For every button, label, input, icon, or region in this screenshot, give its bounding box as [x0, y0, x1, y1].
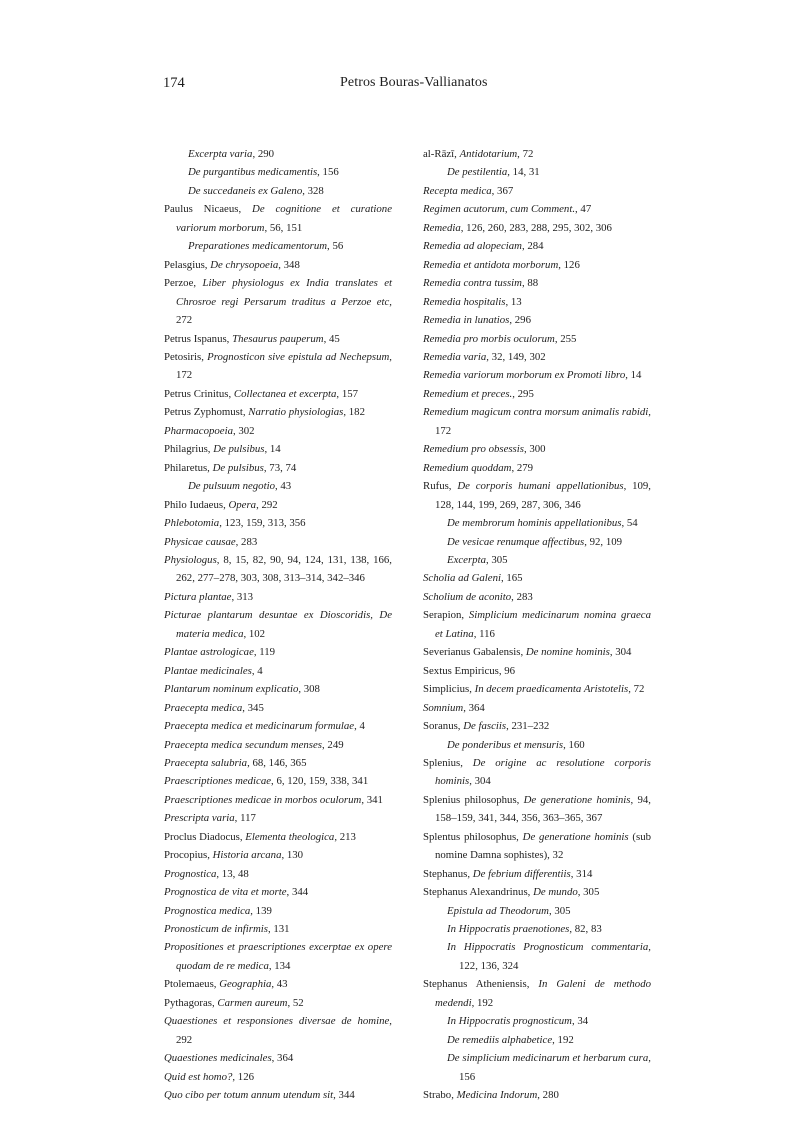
- entry-text: , 134: [268, 959, 291, 972]
- entry-text: Sextus Empiricus, 96: [423, 664, 516, 677]
- index-entry: [423, 699, 651, 717]
- index-entry: [423, 828, 651, 865]
- index-entry: [164, 920, 392, 938]
- entry-text: , 345: [242, 701, 264, 714]
- index-entry: [423, 219, 651, 237]
- index-entry: [423, 385, 651, 403]
- entry-text: , 156: [317, 166, 339, 179]
- entry-text: Procopius,: [164, 849, 213, 862]
- entry-text: Pelasgius,: [164, 258, 211, 271]
- entry-text: , 88: [521, 277, 539, 290]
- page-number: 174: [163, 75, 185, 91]
- entry-title: Scholium de aconito: [423, 590, 512, 603]
- entry-title: Antidotarium: [459, 148, 518, 160]
- entry-text: Philo Iudaeus,: [164, 498, 229, 511]
- entry-title: De cognitione et curatione variorum morborum: [176, 203, 392, 234]
- entry-title: Praecepta medica secundum menses: [164, 738, 323, 751]
- index-subentry: [164, 182, 392, 200]
- entry-text: , 344: [333, 1089, 355, 1102]
- entry-text: Splentus philosophus,: [423, 830, 523, 843]
- entry-text: , 54: [621, 517, 638, 530]
- entry-text: , 305: [548, 904, 571, 917]
- index-entry: [423, 182, 651, 200]
- entry-title: Praescriptiones medicae in morbos oculorum: [164, 793, 362, 806]
- index-subentry: [423, 920, 651, 938]
- index-entry: [164, 828, 392, 846]
- entry-text: , 13: [505, 295, 522, 308]
- index-subentry: [164, 163, 392, 181]
- index-entry: [423, 145, 651, 163]
- entry-text: , 364: [271, 1052, 294, 1065]
- entry-title: Opera: [228, 498, 257, 511]
- index-entry: [423, 606, 651, 643]
- entry-text: , 157: [336, 387, 359, 400]
- entry-title: De fasciis: [463, 720, 507, 733]
- index-entry: [164, 865, 392, 883]
- entry-text: , 367: [491, 184, 514, 197]
- entry-text: Simplicius,: [423, 683, 475, 696]
- entry-text: al-Rāzī,: [423, 148, 460, 160]
- entry-title: Praecepta salubria: [164, 756, 248, 769]
- entry-title: Thesaurus pauperum: [232, 332, 324, 345]
- index-entry: [423, 588, 651, 606]
- index-entry: [164, 385, 392, 403]
- entry-text: Petrus Crinitus,: [164, 387, 234, 400]
- entry-text: , 82, 83: [569, 923, 602, 936]
- index-entry: [423, 440, 651, 458]
- entry-title: Prognostica: [164, 867, 217, 880]
- entry-text: , 126: [232, 1070, 254, 1083]
- entry-title: Quaestiones et responsiones diversae de homine: [164, 1015, 390, 1028]
- index-subentry: [423, 938, 651, 975]
- index-entry: [423, 348, 651, 366]
- index-entry: [164, 440, 392, 458]
- entry-text: , 126, 260, 283, 288, 295, 302, 306: [460, 221, 612, 234]
- entry-title: De simplicium medicinarum et herbarum cura: [447, 1052, 649, 1065]
- index-entry: [164, 1068, 392, 1086]
- entry-text: , 43: [271, 978, 288, 991]
- entry-text: , 341: [361, 793, 383, 806]
- entry-text: , 119: [253, 646, 276, 659]
- entry-title: Remedium magicum contra morsum animalis rabidi: [423, 406, 649, 419]
- entry-text: Pythagoras,: [164, 996, 218, 1009]
- index-entry: [164, 736, 392, 754]
- entry-title: Remedium et preces.: [423, 387, 513, 400]
- entry-title: De pulsibus: [213, 443, 265, 456]
- index-entry: [423, 459, 651, 477]
- entry-title: In Hippocratis Prognosticum commentaria: [447, 941, 649, 954]
- entry-text: , 72: [517, 148, 534, 160]
- entry-text: , 45: [323, 332, 340, 345]
- entry-title: Prognostica de vita et morte: [164, 886, 287, 899]
- entry-text: , 160: [563, 738, 585, 751]
- index-entry: [164, 643, 392, 661]
- index-entry: [423, 865, 651, 883]
- entry-title: Medicina Indorum: [456, 1089, 538, 1102]
- entry-text: , 182: [343, 406, 365, 419]
- index-entry: [423, 237, 651, 255]
- entry-text: Paulus Nicaeus,: [164, 203, 253, 216]
- index-entry: [423, 403, 651, 440]
- index-entry: [164, 680, 392, 698]
- entry-title: Remedia ad alopeciam: [423, 240, 522, 253]
- entry-text: , 231–232: [506, 720, 550, 733]
- index-entry: [164, 606, 392, 643]
- entry-text: Stephanus,: [423, 867, 473, 880]
- entry-text: Severianus Gabalensis,: [423, 646, 526, 659]
- entry-title: Remedia hospitalis: [423, 295, 506, 308]
- index-entry: [423, 311, 651, 329]
- index-entry: [423, 256, 651, 274]
- index-entry: [164, 772, 392, 790]
- entry-title: Remedium pro obsessis: [423, 443, 524, 456]
- entry-title: Pictura plantae: [164, 590, 232, 603]
- entry-text: , 304: [469, 775, 491, 788]
- entry-text: , 364: [463, 701, 485, 714]
- entry-title: De chrysopoeia: [210, 258, 279, 271]
- entry-text: , 123, 159, 313, 356: [219, 517, 306, 530]
- entry-title: Prognosticon sive epistula ad Nechepsum: [207, 350, 390, 363]
- entry-text: , 302: [232, 424, 255, 437]
- index-entry: [164, 717, 392, 735]
- entry-text: (sub nomine: [435, 830, 651, 862]
- index-entry: [423, 274, 651, 292]
- entry-text: , 102: [243, 627, 266, 640]
- index-subentry: [423, 1049, 651, 1086]
- entry-text: , 192: [552, 1033, 574, 1046]
- entry-title: Regimen acutorum, cum Comment.: [423, 203, 576, 216]
- entry-title: Pharmacopoeia: [164, 424, 233, 437]
- entry-title: De membrorum hominis appellationibus: [447, 517, 622, 530]
- entry-title: De pulsibus: [212, 461, 264, 474]
- entry-title: Collectanea et excerpta: [233, 387, 337, 400]
- entry-text: , 8, 15, 82, 90, 94, 124, 131, 138, 166, 262, 277–278, 303, 308, 313–314, 342–346: [176, 553, 392, 585]
- index-entry: [164, 588, 392, 606]
- entry-title: Preparationes medicamentorum: [188, 240, 328, 253]
- entry-text: , 109, 128, 144, 199, 269, 287, 306, 346: [435, 480, 651, 511]
- index-subentry: [423, 1012, 651, 1030]
- entry-text: Stephanus Alexandrinus,: [423, 886, 534, 899]
- index-entry: [423, 791, 651, 828]
- index-entry: [423, 1086, 651, 1104]
- entry-title: Remedia contra tussim: [423, 277, 522, 290]
- entry-text: Proclus Diadocus,: [164, 830, 246, 843]
- index-entry: [423, 200, 651, 218]
- entry-title: Elementa theologica: [245, 830, 335, 843]
- entry-text: , 292: [256, 498, 278, 511]
- entry-text: , 43: [274, 480, 292, 493]
- entry-title: In Hippocratis praenotiones: [447, 923, 570, 936]
- entry-title: Remedia in lunatios: [423, 314, 510, 327]
- entry-title: Physicae causae: [164, 535, 236, 548]
- entry-title: De corporis humani appellationibus: [457, 480, 624, 493]
- entry-text: Splenius,: [423, 756, 473, 769]
- entry-text: Soranus,: [423, 720, 464, 733]
- entry-title: Phlebotomia: [164, 517, 220, 530]
- entry-text: , 68, 146, 365: [247, 756, 307, 769]
- index-entry: [423, 975, 651, 1012]
- entry-text: , 139: [250, 904, 272, 917]
- entry-text: , 295: [512, 387, 534, 400]
- index-entry: [164, 403, 392, 421]
- index-entry: [164, 1086, 392, 1104]
- entry-text: , 249: [322, 738, 344, 751]
- index-subentry: [164, 477, 392, 495]
- entry-text: Damna sophistes), 32: [470, 849, 564, 862]
- entry-text: , 14: [264, 443, 281, 456]
- entry-text: , 130: [281, 849, 304, 862]
- entry-text: , 73, 74: [263, 461, 297, 474]
- index-entry: [164, 348, 392, 385]
- entry-title: De generatione hominis: [522, 830, 629, 843]
- index-subentry: [423, 1031, 651, 1049]
- entry-text: , 122, 136, 324: [459, 941, 651, 972]
- entry-text: , 47: [575, 203, 592, 216]
- entry-text: , 116: [473, 627, 495, 640]
- index-entry: [164, 902, 392, 920]
- entry-title: Simplicium medicinarum nomina graeca et Latina: [435, 609, 651, 640]
- entry-text: , 34: [571, 1015, 589, 1028]
- entry-text: , 344: [286, 886, 309, 899]
- entry-text: , 131: [267, 923, 290, 936]
- index-entry: [423, 662, 651, 680]
- entry-title: Excerpta varia: [188, 148, 253, 160]
- entry-title: De pestilentia: [447, 166, 508, 179]
- index-entry: [423, 330, 651, 348]
- entry-text: , 14: [625, 369, 642, 382]
- entry-text: , 92, 109: [584, 535, 623, 548]
- index-entry: [164, 514, 392, 532]
- entry-text: , 56, 151: [264, 221, 303, 234]
- entry-title: De origine ac resolutione corporis hominis: [435, 756, 651, 788]
- entry-title: Remedia pro morbis oculorum: [423, 332, 555, 345]
- entry-text: , 172: [176, 350, 392, 382]
- entry-text: , 72: [628, 683, 645, 696]
- entry-title: Scholia ad Galeni: [423, 572, 501, 585]
- index-subentry: [164, 145, 392, 163]
- index-entry: [164, 330, 392, 348]
- index-subentry: [423, 902, 651, 920]
- entry-text: , 32, 149, 302: [486, 350, 546, 363]
- entry-title: In Hippocratis prognosticum: [447, 1015, 572, 1028]
- entry-text: , 292: [176, 1015, 392, 1046]
- entry-title: Plantae medicinales: [164, 664, 252, 677]
- index-subentry: [423, 736, 651, 754]
- entry-title: Prescripta varia: [164, 812, 235, 825]
- entry-title: Praecepta medica: [164, 701, 243, 714]
- entry-text: , 300: [523, 443, 546, 456]
- index-column-right: [423, 145, 651, 1105]
- entry-text: , 283: [511, 590, 533, 603]
- index-entry: [164, 256, 392, 274]
- entry-text: Philaretus,: [164, 461, 213, 474]
- entry-title: Narratio physiologias: [248, 406, 344, 419]
- index-subentry: [423, 551, 651, 569]
- entry-title: Quaestiones medicinales: [164, 1052, 272, 1065]
- running-head: Petros Bouras-Vallianatos: [340, 75, 488, 90]
- entry-title: Pronosticum de infirmis: [164, 923, 268, 936]
- entry-title: Physiologus: [164, 553, 217, 566]
- index-entry: [164, 662, 392, 680]
- index-column-left: [164, 145, 392, 1105]
- entry-title: De nomine hominis: [525, 646, 610, 659]
- entry-title: Propositiones et praescriptiones excerptae ex opere quodam de re medica: [164, 941, 392, 972]
- index-subentry: [164, 237, 392, 255]
- entry-title: De succedaneis ex Galeno: [188, 184, 303, 197]
- index-entry: [164, 809, 392, 827]
- entry-text: , 56: [327, 240, 344, 253]
- entry-text: , 4: [354, 720, 365, 733]
- index-subentry: [423, 533, 651, 551]
- entry-title: Quid est homo?: [164, 1070, 233, 1083]
- entry-title: Geographia: [219, 978, 272, 991]
- entry-title: Quo cibo per totum annum utendum sit: [164, 1089, 334, 1102]
- index-entry: [164, 754, 392, 772]
- entry-title: Recepta medica: [423, 184, 492, 197]
- index-entry: [423, 293, 651, 311]
- index-entry: [423, 680, 651, 698]
- entry-text: Petosiris,: [164, 350, 208, 363]
- index-entry: [164, 1012, 392, 1049]
- entry-title: Remedia et antidota morborum: [423, 258, 559, 271]
- entry-text: Petrus Ispanus,: [164, 332, 233, 345]
- entry-text: Petrus Zyphomust,: [164, 406, 249, 419]
- index-entry: [164, 846, 392, 864]
- entry-title: Carmen aureum: [217, 996, 288, 1009]
- index-entry: [423, 643, 651, 661]
- index-entry: [164, 699, 392, 717]
- entry-text: , 313: [231, 590, 254, 603]
- entry-text: , 308: [298, 683, 320, 696]
- entry-title: Praecepta medica et medicinarum formulae: [164, 720, 355, 733]
- entry-title: Somnium: [423, 701, 464, 714]
- entry-text: , 314: [570, 867, 593, 880]
- entry-title: De purgantibus medicamentis: [188, 166, 318, 179]
- index-entry: [164, 422, 392, 440]
- entry-title: Remedium quoddam: [423, 461, 512, 474]
- entry-title: Remedia variorum morborum ex Promoti libro: [423, 369, 626, 382]
- entry-text: Philagrius,: [164, 443, 214, 456]
- entry-text: , 192: [471, 996, 494, 1009]
- entry-text: , 13, 48: [216, 867, 249, 880]
- entry-title: Remedia: [423, 221, 461, 234]
- entry-text: , 305: [485, 553, 508, 566]
- index-entry: [423, 569, 651, 587]
- entry-text: Perzoe,: [164, 277, 203, 290]
- index-subentry: [423, 514, 651, 532]
- index-entry: [423, 366, 651, 384]
- entry-title: De pulsuum negotio: [188, 480, 275, 493]
- entry-text: Ptolemaeus,: [164, 978, 220, 991]
- entry-title: De vesicae renumque affectibus: [447, 535, 585, 548]
- index-entry: [423, 477, 651, 514]
- index-entry: [164, 274, 392, 329]
- index-entry: [164, 975, 392, 993]
- entry-text: Stephanus Atheniensis,: [423, 978, 539, 991]
- index-entry: [164, 883, 392, 901]
- entry-text: Strabo,: [423, 1089, 457, 1102]
- index-entry: [423, 883, 651, 901]
- entry-title: Picturae plantarum desuntae ex Dioscoridis, De materia medica: [164, 609, 392, 640]
- entry-title: Historia arcana: [212, 849, 282, 862]
- entry-text: , 6, 120, 159, 338, 341: [271, 775, 369, 788]
- entry-text: Splenius philosophus,: [423, 793, 524, 806]
- entry-title: In decem praedicamenta Aristotelis: [474, 683, 629, 696]
- entry-title: Plantae astrologicae: [164, 646, 254, 659]
- entry-text: , 328: [302, 184, 324, 197]
- entry-text: , 290: [252, 148, 275, 160]
- entry-text: , 4: [251, 664, 263, 677]
- index-entry: [164, 994, 392, 1012]
- index-entry: [164, 1049, 392, 1067]
- entry-text: , 172: [435, 406, 651, 437]
- index-entry: [164, 200, 392, 237]
- entry-text: , 284: [521, 240, 544, 253]
- entry-text: , 296: [509, 314, 531, 327]
- entry-text: , 94, 158–159, 341, 344, 356, 363–365, 367: [435, 793, 651, 825]
- entry-text: , 213: [334, 830, 356, 843]
- index-entry: [164, 551, 392, 588]
- entry-text: , 52: [287, 996, 304, 1009]
- index-entry: [423, 717, 651, 735]
- index-entry: [164, 459, 392, 477]
- index-entry: [423, 754, 651, 791]
- entry-text: , 348: [278, 258, 300, 271]
- entry-title: De ponderibus et mensuris: [447, 738, 564, 751]
- entry-title: De febrium differentiis: [472, 867, 571, 880]
- entry-title: De generatione hominis: [523, 793, 631, 806]
- entry-text: , 280: [537, 1089, 559, 1102]
- entry-text: , 304: [609, 646, 632, 659]
- index-entry: [164, 938, 392, 975]
- entry-text: , 14, 31: [507, 166, 540, 179]
- entry-text: , 126: [558, 258, 580, 271]
- entry-title: De mundo: [533, 886, 578, 899]
- entry-title: De remediis alphabetice: [447, 1033, 553, 1046]
- index-entry: [164, 791, 392, 809]
- entry-title: Epistula ad Theodorum: [447, 904, 549, 917]
- index-entry: [164, 533, 392, 551]
- entry-text: Serapion,: [423, 609, 469, 622]
- entry-title: Excerpta: [447, 553, 486, 566]
- entry-text: , 165: [500, 572, 523, 585]
- entry-text: Rufus,: [423, 480, 458, 493]
- entry-text: , 255: [554, 332, 577, 345]
- entry-title: Remedia varia: [423, 350, 487, 363]
- entry-text: , 305: [577, 886, 600, 899]
- entry-text: , 156: [459, 1052, 651, 1083]
- entry-text: , 272: [176, 295, 392, 327]
- entry-title: Praescriptiones medicae: [164, 775, 272, 788]
- index-entry: [164, 496, 392, 514]
- entry-text: , 117: [234, 812, 256, 825]
- entry-title: In Galeni de methodo medendi: [435, 978, 651, 1009]
- entry-text: , 283: [235, 535, 258, 548]
- entry-title: Liber physiologus ex India translates et Chrosroe regi Persarum traditus a Perzoe etc: [176, 277, 392, 308]
- entry-title: Plantarum nominum explicatio: [164, 683, 299, 696]
- index-subentry: [423, 163, 651, 181]
- entry-title: Prognostica medica: [164, 904, 251, 917]
- entry-text: , 279: [511, 461, 534, 474]
